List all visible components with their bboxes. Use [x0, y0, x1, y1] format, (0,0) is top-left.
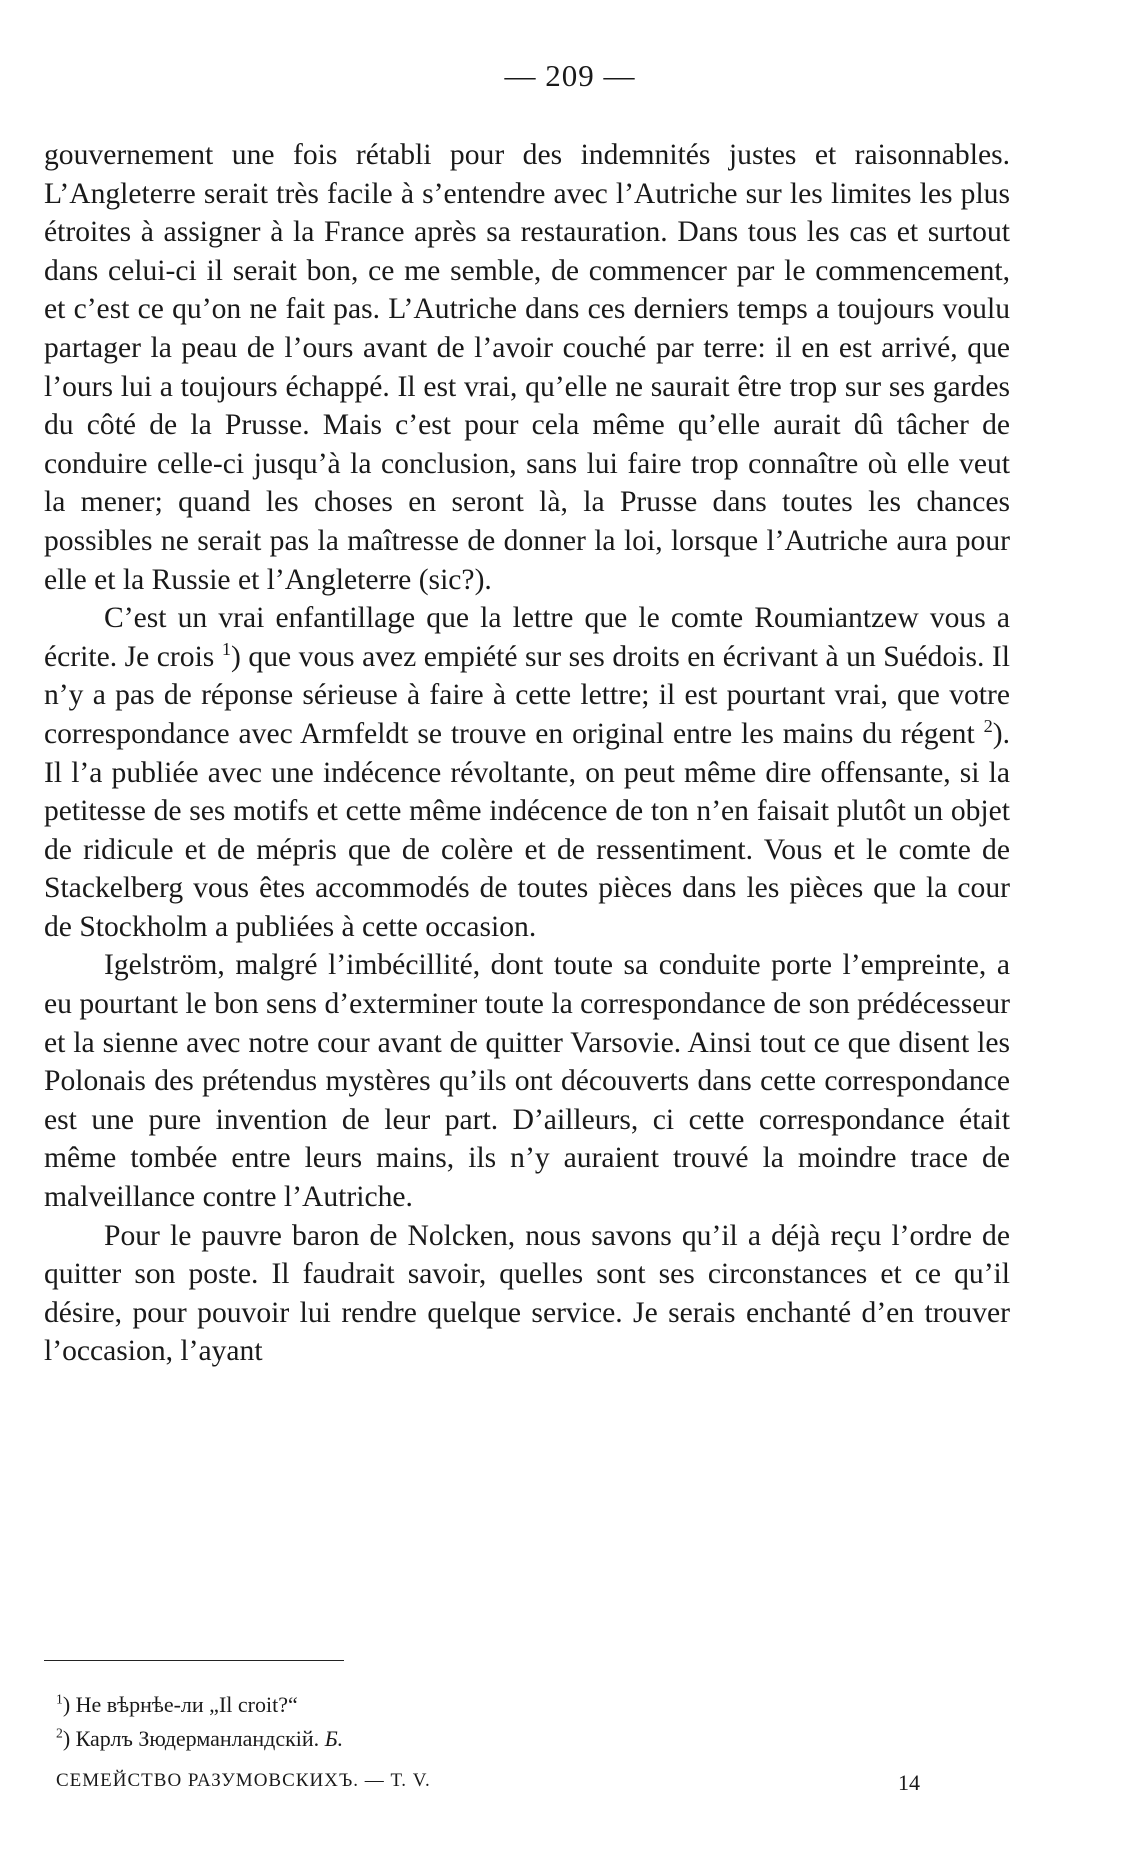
paragraph-2 — [44, 599, 1010, 946]
paragraph-3: Igelström, malgré l’imbécillité, dont toute sa conduite porte l’empreinte, a eu pourtant le bon sens d’exterminer toute la correspondance de son prédécesseur et la sienne avec notre cour avant de quitter Varsovie. Ainsi tout ce que disent les Polonais des prétendus mystères qu’ils ont découverts dans cette correspondance est une pure invention de leur part. D’ailleurs, ci cette correspondance était même tombée entre leurs mains, ils n’y auraient trouvé la moindre trace de malveillance contre l’Autriche. — [44, 949, 1010, 1214]
paragraph-2-part-a: C’est un vrai enfantillage que la lettre que le comte Roumiantzew vous a écrite. Je crois — [44, 602, 1010, 673]
sheet-number: 14 — [898, 1770, 920, 1795]
paragraph-2-part-b: ) que vous avez empiété sur ses droits en écrivant à un Suédois. Il n’y a pas de réponse sérieuse à faire à cette lettre; il est pourtant vrai, que votre correspondance avec Armfeldt se trouve en original entre les mains du régent — [44, 640, 1011, 750]
printer-signature — [56, 1770, 920, 1795]
paragraph-2-part-c: ). Il l’a publiée avec une indécence révoltante, on peut même dire offensante, si la petitesse de ses motifs et cette même indécence de ton n’en faisait plutôt un objet de ridicule et de mépris que de colère et de ressentiment. Vous et le comte de Stackelberg vous êtes accommodés de toutes pièces dans les pièces que la cour de Stockholm a publiées à cette occasion. — [44, 717, 1010, 943]
footnotes — [56, 1688, 956, 1756]
page-number: — 209 — — [504, 58, 636, 93]
footnote-2-text: ) Карлъ Зюдерманландскій. — [62, 1726, 320, 1751]
footnote-1-mark: 1 — [56, 1691, 63, 1707]
signature-text: СЕМЕЙСТВО РАЗУМОВСКИХЪ. — Т. V. — [56, 1770, 431, 1791]
footnote-ref-1: 1 — [221, 638, 232, 659]
main-text — [44, 136, 1010, 1371]
footnote-1 — [56, 1688, 956, 1722]
footnote-divider — [44, 1660, 344, 1661]
footnote-2-initial: Б. — [324, 1726, 344, 1751]
paragraph-1: gouvernement une fois rétabli pour des indemnités justes et raisonnables. L’Angleterre serait très facile à s’entendre avec l’Autriche sur les limites les plus étroites à assigner à la France après sa restauration. Dans tous les cas et surtout dans celui-ci il serait bon, ce me semble, de commencer par le commencement, et c’est ce qu’on ne fait pas. L’Autriche dans ces derniers temps a toujours voulu partager la peau de l’ours avant de l’avoir couché par terre: il en est arrivé, que l’ours lui a toujours échappé. Il est vrai, qu’elle ne saurait être trop sur ses gardes du côté de la Prusse. Mais c’est pour cela même qu’elle aurait dû tâcher de conduire celle-ci jusqu’à la conclusion, sans lui faire trop connaître où elle veut la mener; quand les choses en seront là, la Prusse dans toutes les chances possibles ne serait pas la maîtresse de donner la loi, lorsque l’Autriche aura pour elle et la Russie et l’Angleterre (sic?). — [44, 139, 1010, 596]
paragraph-4: Pour le pauvre baron de Nolcken, nous savons qu’il a déjà reçu l’ordre de quitter son poste. Il faudrait savoir, quelles sont ses circonstances et ce qu’il désire, pour pouvoir lui rendre quelque service. Je serais enchanté d’en trouver l’occasion, l’ayant — [44, 1219, 1010, 1368]
footnote-1-text: ) Не вѣрнѣе-ли „Il croit?“ — [62, 1692, 298, 1717]
footnote-ref-2: 2 — [983, 716, 993, 737]
footnote-2 — [56, 1722, 956, 1756]
footnote-2-mark: 2 — [56, 1725, 63, 1741]
